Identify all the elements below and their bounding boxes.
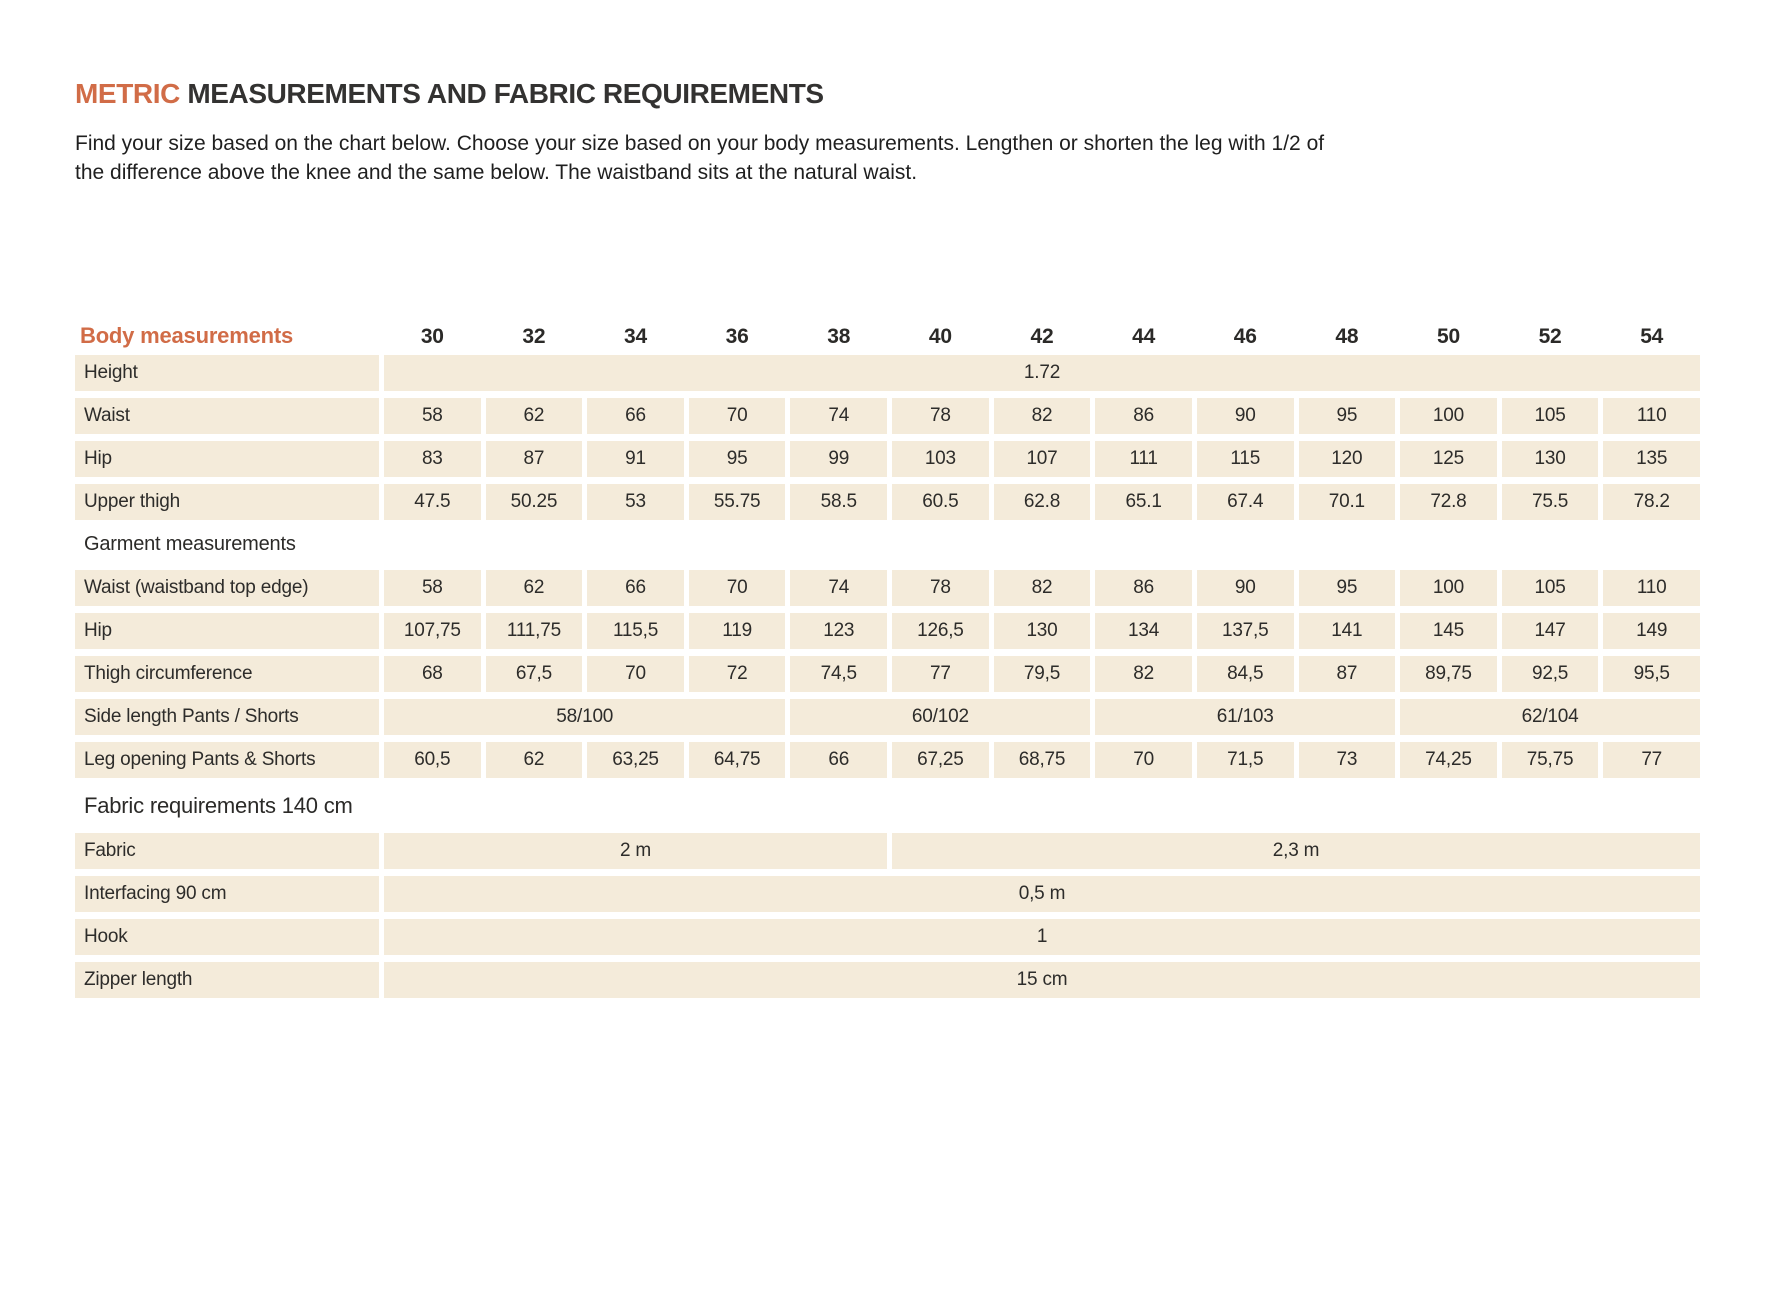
measurement-cell: 62: [486, 570, 583, 606]
measurement-cell: 107,75: [384, 613, 481, 649]
measurement-cell: 123: [790, 613, 887, 649]
measurement-cell: 86: [1095, 570, 1192, 606]
row-label: Hip: [75, 613, 379, 649]
table-row: [75, 441, 1700, 477]
measurement-cell: 68,75: [994, 742, 1091, 778]
measurement-cell: 79,5: [994, 656, 1091, 692]
row-label: Zipper length: [75, 962, 379, 998]
page-title-rest: MEASUREMENTS AND FABRIC REQUIREMENTS: [179, 78, 824, 109]
table-row: [75, 699, 1700, 735]
table-row: [75, 656, 1700, 692]
intro-line-1: Find your size based on the chart below. Choose your size based on your body measurements. Lengthen or shorten the leg with 1/2 of: [75, 131, 1325, 155]
measurement-cell: 120: [1299, 441, 1396, 477]
measurement-cell: 74,25: [1400, 742, 1497, 778]
fabric-section-header: Fabric requirements 140 cm: [84, 792, 353, 818]
measurement-cell: 77: [1603, 742, 1700, 778]
measurement-cell: 82: [994, 398, 1091, 434]
measurement-cell: 58.5: [790, 484, 887, 520]
measurement-cell: 66: [587, 570, 684, 606]
size-column-header: 34: [624, 324, 648, 348]
size-column-header: 36: [725, 324, 749, 348]
measurement-cell: 125: [1400, 441, 1497, 477]
measurement-span-cell: 15 cm: [384, 962, 1700, 998]
table-row: [75, 398, 1700, 434]
measurement-cell: 95: [1299, 398, 1396, 434]
measurement-cell: 65.1: [1095, 484, 1192, 520]
size-column-header: 40: [928, 324, 952, 348]
measurement-cell: 74,5: [790, 656, 887, 692]
measurement-cell: 95: [1299, 570, 1396, 606]
measurement-cell: 90: [1197, 570, 1294, 606]
measurement-span-cell: 0,5 m: [384, 876, 1700, 912]
measurement-cell: 75,75: [1502, 742, 1599, 778]
measurement-cell: 78: [892, 570, 989, 606]
measurement-cell: 134: [1095, 613, 1192, 649]
measurement-span-cell: 2 m: [384, 833, 887, 869]
garment-section-header: Garment measurements: [84, 533, 296, 556]
measurement-cell: 55.75: [689, 484, 786, 520]
measurement-cell: 92,5: [1502, 656, 1599, 692]
size-column-header: 50: [1436, 324, 1460, 348]
measurement-cell: 105: [1502, 398, 1599, 434]
table-row: [75, 742, 1700, 778]
measurement-cell: 72: [689, 656, 786, 692]
measurement-cell: 90: [1197, 398, 1294, 434]
table-row: [75, 962, 1700, 998]
measurement-cell: 130: [1502, 441, 1599, 477]
measurement-cell: 75.5: [1502, 484, 1599, 520]
measurement-cell: 70: [689, 570, 786, 606]
measurement-cell: 95,5: [1603, 656, 1700, 692]
measurement-cell: 82: [1095, 656, 1192, 692]
intro-line-2: the difference above the knee and the same below. The waistband sits at the natural waist.: [75, 160, 918, 184]
measurement-cell: 53: [587, 484, 684, 520]
measurement-cell: 110: [1603, 398, 1700, 434]
measurement-cell: 145: [1400, 613, 1497, 649]
measurement-cell: 60.5: [892, 484, 989, 520]
measurement-cell: 50.25: [486, 484, 583, 520]
row-label: Hook: [75, 919, 379, 955]
measurement-cell: 58: [384, 570, 481, 606]
table-row: [75, 876, 1700, 912]
measurement-cell: 70: [587, 656, 684, 692]
measurement-cell: 70: [1095, 742, 1192, 778]
row-label: Waist (waistband top edge): [75, 570, 379, 606]
page-title: [75, 78, 1780, 110]
measurement-cell: 70.1: [1299, 484, 1396, 520]
measurement-cell: 66: [790, 742, 887, 778]
measurement-cell: 74: [790, 398, 887, 434]
table-row: [75, 613, 1700, 649]
row-label: Hip: [75, 441, 379, 477]
measurement-cell: 141: [1299, 613, 1396, 649]
size-column-header: 52: [1538, 324, 1562, 348]
measurement-cell: 78.2: [1603, 484, 1700, 520]
measurement-cell: 89,75: [1400, 656, 1497, 692]
measurement-cell: 47.5: [384, 484, 481, 520]
measurement-cell: 67,5: [486, 656, 583, 692]
measurement-cell: 66: [587, 398, 684, 434]
measurement-cell: 84,5: [1197, 656, 1294, 692]
table-row: [75, 484, 1700, 520]
measurement-cell: 62: [486, 398, 583, 434]
row-label: Thigh circumference: [75, 656, 379, 692]
measurement-span-cell: 1.72: [384, 355, 1700, 391]
page: [75, 78, 1780, 998]
measurement-cell: 71,5: [1197, 742, 1294, 778]
measurement-span-cell: 62/104: [1400, 699, 1700, 735]
measurement-cell: 99: [790, 441, 887, 477]
measurement-cell: 107: [994, 441, 1091, 477]
measurement-cell: 126,5: [892, 613, 989, 649]
measurement-cell: 87: [486, 441, 583, 477]
measurement-cell: 130: [994, 613, 1091, 649]
measurement-cell: 60,5: [384, 742, 481, 778]
row-label: Leg opening Pants & Shorts: [75, 742, 379, 778]
measurement-cell: 95: [689, 441, 786, 477]
garment-measurements-rows: [75, 570, 1700, 778]
measurement-span-cell: 2,3 m: [892, 833, 1700, 869]
row-label: Waist: [75, 398, 379, 434]
measurement-cell: 105: [1502, 570, 1599, 606]
row-label: Upper thigh: [75, 484, 379, 520]
measurement-cell: 86: [1095, 398, 1192, 434]
measurement-cell: 82: [994, 570, 1091, 606]
measurement-span-cell: 61/103: [1095, 699, 1395, 735]
row-label: Height: [75, 355, 379, 391]
measurement-cell: 67.4: [1197, 484, 1294, 520]
measurement-cell: 91: [587, 441, 684, 477]
measurement-cell: 115,5: [587, 613, 684, 649]
size-column-header: 44: [1132, 324, 1156, 348]
measurement-cell: 110: [1603, 570, 1700, 606]
size-column-header: 30: [420, 324, 444, 348]
measurement-cell: 77: [892, 656, 989, 692]
measurement-span-cell: 60/102: [790, 699, 1090, 735]
size-column-header: 48: [1335, 324, 1359, 348]
measurement-span-cell: 58/100: [384, 699, 785, 735]
measurement-cell: 58: [384, 398, 481, 434]
size-column-header: 46: [1233, 324, 1257, 348]
measurement-cell: 63,25: [587, 742, 684, 778]
measurement-cell: 68: [384, 656, 481, 692]
size-table: [75, 315, 1700, 998]
table-row: [75, 919, 1700, 955]
measurement-cell: 111: [1095, 441, 1192, 477]
measurement-cell: 78: [892, 398, 989, 434]
table-row: [75, 355, 1700, 391]
measurement-cell: 135: [1603, 441, 1700, 477]
table-row: [75, 833, 1700, 869]
row-label: Fabric: [75, 833, 379, 869]
measurement-cell: 147: [1502, 613, 1599, 649]
measurement-cell: 70: [689, 398, 786, 434]
measurement-cell: 62.8: [994, 484, 1091, 520]
measurement-cell: 74: [790, 570, 887, 606]
measurement-cell: 137,5: [1197, 613, 1294, 649]
size-column-header: 42: [1030, 324, 1054, 348]
measurement-cell: 100: [1400, 398, 1497, 434]
size-column-header: 38: [827, 324, 851, 348]
body-measurements-rows: [75, 355, 1700, 520]
table-row: [75, 570, 1700, 606]
measurement-cell: 67,25: [892, 742, 989, 778]
intro-paragraph: [75, 129, 1780, 187]
table-header-label: Body measurements: [80, 322, 294, 348]
page-title-highlight: METRIC: [75, 78, 180, 109]
measurement-cell: 87: [1299, 656, 1396, 692]
measurement-cell: 111,75: [486, 613, 583, 649]
size-column-header: 32: [522, 324, 546, 348]
measurement-cell: 64,75: [689, 742, 786, 778]
measurement-cell: 73: [1299, 742, 1396, 778]
measurement-span-cell: 1: [384, 919, 1700, 955]
measurement-cell: 100: [1400, 570, 1497, 606]
measurement-cell: 83: [384, 441, 481, 477]
measurement-cell: 119: [689, 613, 786, 649]
measurement-cell: 149: [1603, 613, 1700, 649]
measurement-cell: 62: [486, 742, 583, 778]
measurement-cell: 72.8: [1400, 484, 1497, 520]
measurement-cell: 103: [892, 441, 989, 477]
measurement-cell: 115: [1197, 441, 1294, 477]
fabric-requirements-rows: [75, 833, 1700, 998]
row-label: Side length Pants / Shorts: [75, 699, 379, 735]
table-header-row: [75, 315, 1700, 349]
row-label: Interfacing 90 cm: [75, 876, 379, 912]
size-column-header: 54: [1640, 324, 1664, 348]
